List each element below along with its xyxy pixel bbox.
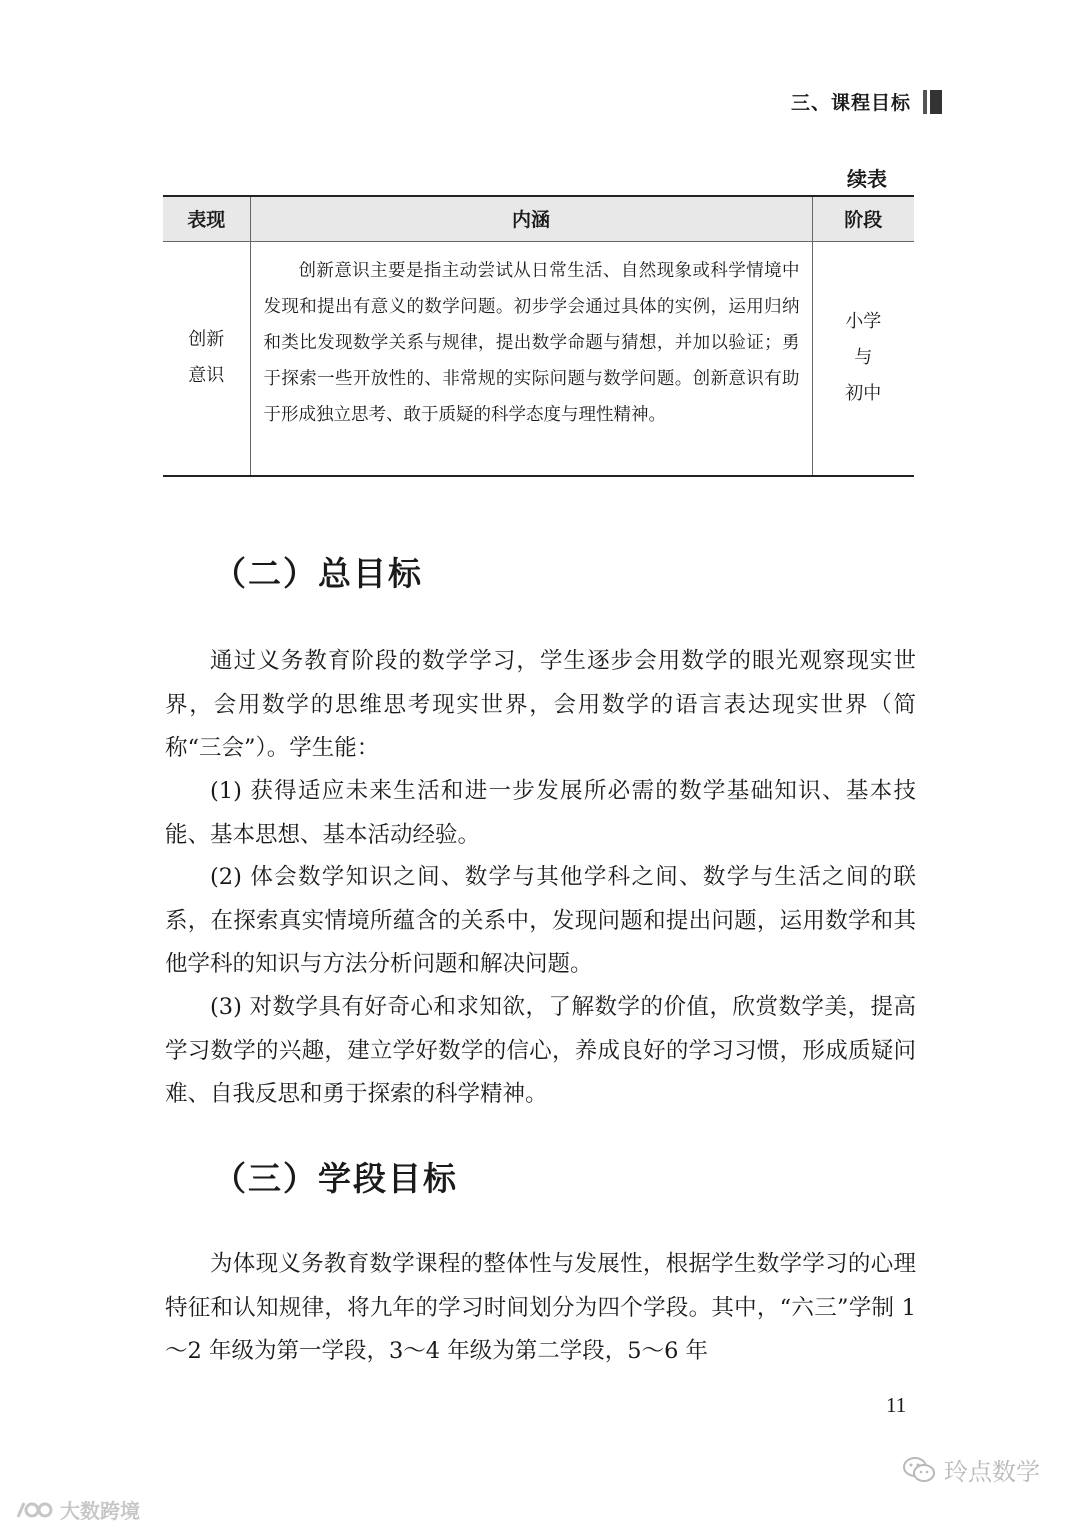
running-header [791,88,942,115]
performance-line: 意识 [188,365,225,387]
page-number: 11 [886,1393,907,1417]
section-heading-overall-goals: （二）总目标 [213,554,423,593]
performance-line: 创新 [188,329,225,351]
header-content: 内涵 [250,196,812,241]
stage-line: 小学 [845,311,882,333]
body-paragraph: (2) 体会数学知识之间、数学与其他学科之间、数学与生活之间的联系，在探索真实情境所蕴含的关系中，发现问题和提出问题，运用数学和其他学科的知识与方法分析问题和解决问题。 [165,864,916,977]
table-caption: 续表 [847,167,887,191]
watermark-left-text: 大数跨境 [60,1499,140,1523]
body-paragraph: (3) 对数学具有好奇心和求知欲，了解数学的价值，欣赏数学美，提高学习数学的兴趣，建立学好数学的信心，养成良好的学习习惯，形成质疑问难、自我反思和勇于探索的科学精神。 [165,994,916,1107]
stage-cell [812,241,914,476]
watermark-left [14,1495,140,1524]
header-performance: 表现 [163,196,250,241]
brand-logo-icon [14,1499,54,1521]
stage-line: 与 [854,347,873,369]
section-heading-stage-goals: （三）学段目标 [213,1159,458,1198]
body-paragraph: 通过义务教育阶段的数学学习，学生逐步会用数学的眼光观察现实世界，会用数学的思维思考现实世界，会用数学的语言表达现实世界（简称“三会”）。学生能： [165,648,916,761]
content-text: 创新意识主要是指主动尝试从日常生活、自然现象或科学情境中发现和提出有意义的数学问题。初步学会通过具体的实例，运用归纳和类比发现数学关系与规律，提出数学命题与猜想，并加以验证；勇于探索一些开放性的、非常规的实际问题与数学问题。创新意识有助于形成独立思考、敢于质疑的科学态度与理性精神。 [263,260,800,425]
continued-table [163,195,914,477]
body-paragraph: 为体现义务教育数学课程的整体性与发展性，根据学生数学学习的心理特征和认知规律，将九年的学习时间划分为四个学段。其中，“六三”学制 1～2 年级为第一学段，3～4 年级为第二学段，5～6 年 [165,1251,916,1364]
header-stage: 阶段 [812,196,914,241]
header-bar-icon [923,90,942,114]
performance-cell [163,241,250,476]
table-header-row [163,196,914,241]
body-paragraph: (1) 获得适应未来生活和进一步发展所必需的数学基础知识、基本技能、基本思想、基本活动经验。 [165,778,916,848]
stage-line: 初中 [845,383,882,405]
content-cell [250,241,812,476]
table-row [163,241,914,476]
running-header-title: 三、课程目标 [790,92,911,114]
watermark-right-text: 玲点数学 [944,1458,1040,1486]
watermark-right [902,1452,1040,1487]
wechat-icon [902,1456,936,1484]
